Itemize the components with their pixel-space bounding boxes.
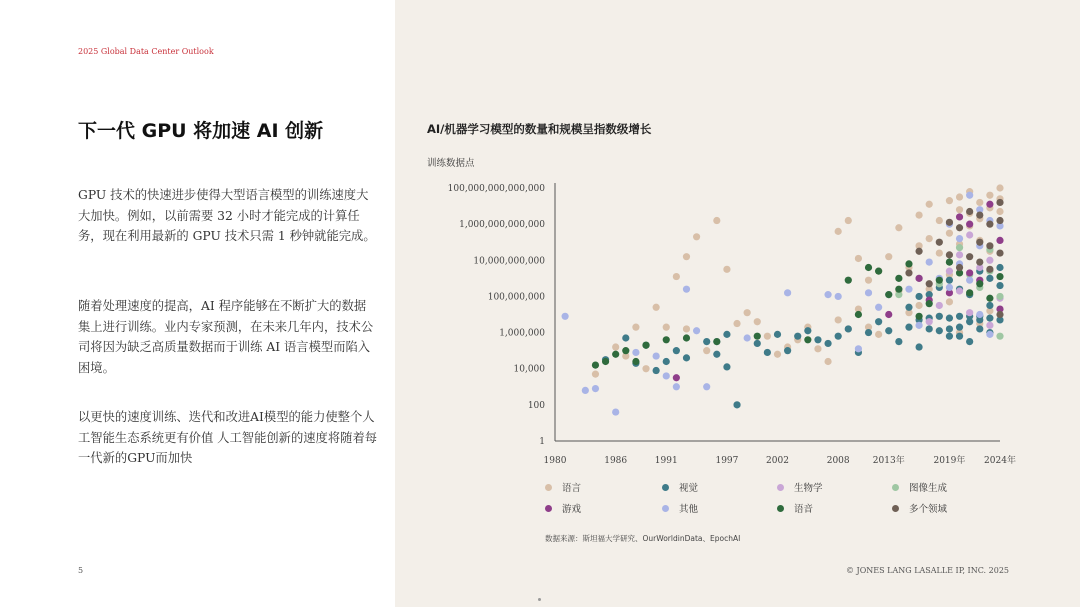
paragraph-2: 随着处理速度的提高，AI 程序能够在不断扩大的数据集上进行训练。业内专家预测，在未来几年内，技术公司将因为缺乏高质量数据而于训练 AI 语言模型而陷入困境。 [78, 299, 374, 375]
chart-title: AI/机器学习模型的数量和规模呈指数级增长 [427, 122, 652, 136]
data-point [956, 313, 963, 320]
data-point [946, 284, 953, 291]
data-point [956, 333, 963, 340]
data-point [855, 345, 862, 352]
data-point [996, 264, 1003, 271]
legend-marker [545, 484, 552, 491]
data-point [895, 338, 902, 345]
data-point [905, 304, 912, 311]
data-point [926, 201, 933, 208]
y-tick-label: 1,000,000 [499, 328, 545, 339]
data-point [946, 219, 953, 226]
legend-label: 多个领域 [909, 504, 948, 515]
data-point [683, 286, 690, 293]
legend-marker [777, 484, 784, 491]
data-point [683, 253, 690, 260]
data-point [673, 273, 680, 280]
data-point [986, 275, 993, 282]
data-point [845, 325, 852, 332]
data-point [612, 343, 619, 350]
data-point [936, 217, 943, 224]
data-point [845, 277, 852, 284]
data-point [693, 233, 700, 240]
legend-item [892, 480, 947, 494]
legend-marker [892, 484, 899, 491]
data-point [562, 313, 569, 320]
data-point [723, 266, 730, 273]
data-point [936, 277, 943, 284]
legend-marker [892, 505, 899, 512]
data-point [915, 293, 922, 300]
data-point [915, 248, 922, 255]
data-point [996, 217, 1003, 224]
data-point [905, 269, 912, 276]
data-point [865, 277, 872, 284]
data-point [804, 336, 811, 343]
data-point [996, 333, 1003, 340]
data-point [865, 329, 872, 336]
x-tick-label: 1991 [654, 456, 678, 466]
data-point [946, 298, 953, 305]
data-point [703, 347, 710, 354]
data-point [784, 347, 791, 354]
legend-label: 语音 [794, 504, 814, 515]
legend-item [545, 501, 581, 515]
data-point [936, 239, 943, 246]
data-point [612, 408, 619, 415]
legend-marker [777, 505, 784, 512]
data-point [915, 343, 922, 350]
legend-marker [662, 484, 669, 491]
data-point [996, 237, 1003, 244]
data-point [915, 275, 922, 282]
data-point [895, 286, 902, 293]
data-point [976, 239, 983, 246]
page-title: 下一代 GPU 将加速 AI 创新 [78, 120, 324, 142]
data-point [996, 282, 1003, 289]
data-point [683, 334, 690, 341]
data-point [592, 362, 599, 369]
legend-marker [662, 505, 669, 512]
data-point [956, 264, 963, 271]
data-point [885, 291, 892, 298]
data-point [895, 275, 902, 282]
data-point [986, 266, 993, 273]
data-point [632, 358, 639, 365]
data-point [744, 309, 751, 316]
x-tick-label: 2024年 [984, 456, 1016, 466]
data-point [794, 333, 801, 340]
data-point [926, 325, 933, 332]
legend-label: 语言 [562, 483, 582, 494]
data-point [986, 221, 993, 228]
legend-item [545, 480, 581, 494]
paragraph-3: 以更快的速度训练、迭代和改进AI模型的能力使整个人工智能生态系统更有价值 人工智能创新的速度将随着每一代新的GPU而加快 [78, 410, 378, 465]
data-point [814, 345, 821, 352]
data-point [946, 277, 953, 284]
data-point [713, 217, 720, 224]
x-tick-label: 2013年 [872, 456, 905, 466]
data-point [956, 244, 963, 251]
data-point [936, 327, 943, 334]
copyright: © JONES LANG LASALLE IP, INC. 2025 [846, 566, 1009, 575]
data-point [875, 331, 882, 338]
data-point [622, 334, 629, 341]
legend-label: 图像生成 [909, 483, 948, 494]
data-point [956, 287, 963, 294]
data-point [824, 358, 831, 365]
data-point [642, 365, 649, 372]
data-point [976, 311, 983, 318]
data-point [956, 193, 963, 200]
data-point [683, 354, 690, 361]
chart-source: 数据来源：斯坦福大学研究、OurWorldinData、EpochAI [545, 534, 741, 543]
data-point [754, 318, 761, 325]
data-point [946, 268, 953, 275]
data-point [754, 333, 761, 340]
data-point [996, 184, 1003, 191]
data-point [723, 363, 730, 370]
data-point [946, 230, 953, 237]
y-tick-label: 100,000,000 [487, 292, 545, 303]
data-point [845, 217, 852, 224]
data-point [915, 302, 922, 309]
data-point [824, 291, 831, 298]
data-point [875, 318, 882, 325]
data-point [956, 235, 963, 242]
data-point [723, 331, 730, 338]
data-point [835, 316, 842, 323]
data-point [966, 253, 973, 260]
data-point [622, 347, 629, 354]
data-point [905, 324, 912, 331]
x-tick-label: 2002 [766, 456, 789, 466]
data-point [865, 289, 872, 296]
legend-item [662, 480, 698, 494]
data-point [956, 213, 963, 220]
data-point [855, 255, 862, 262]
data-point [986, 242, 993, 249]
legend-label: 其他 [679, 504, 699, 515]
data-point [966, 208, 973, 215]
data-point [986, 201, 993, 208]
data-point [956, 251, 963, 258]
data-point [986, 295, 993, 302]
data-point [926, 318, 933, 325]
left-panel [0, 0, 395, 607]
data-point [966, 269, 973, 276]
y-tick-label: 10,000 [513, 364, 545, 375]
data-point [582, 387, 589, 394]
data-point [996, 293, 1003, 300]
data-point [966, 309, 973, 316]
data-point [865, 264, 872, 271]
data-point [915, 212, 922, 219]
data-point [996, 249, 1003, 256]
data-point [936, 249, 943, 256]
data-point [966, 338, 973, 345]
data-point [713, 351, 720, 358]
scatter-chart [395, 170, 1080, 480]
report-header: 2025 Global Data Center Outlook [78, 47, 214, 56]
data-point [835, 228, 842, 235]
data-point [915, 322, 922, 329]
data-point [632, 349, 639, 356]
data-point [663, 336, 670, 343]
data-point [986, 331, 993, 338]
x-tick-label: 1986 [604, 456, 628, 466]
legend-item [662, 501, 698, 515]
y-tick-label: 100 [527, 400, 545, 411]
legend-item [892, 501, 947, 515]
data-point [986, 192, 993, 199]
data-point [764, 333, 771, 340]
data-point [632, 324, 639, 331]
data-point [986, 322, 993, 329]
data-point [905, 260, 912, 267]
data-point [976, 258, 983, 265]
data-point [642, 342, 649, 349]
data-point [966, 231, 973, 238]
data-point [784, 289, 791, 296]
data-point [976, 212, 983, 219]
data-point [946, 251, 953, 258]
data-point [956, 324, 963, 331]
data-point [976, 280, 983, 287]
data-point [744, 334, 751, 341]
paragraph-1: GPU 技术的快速进步使得大型语言模型的训练速度大大加快。例如，以前需要 32 小时才能完成的计算任务，现在利用最新的 GPU 技术只需 1 秒钟就能完成。 [78, 188, 376, 243]
data-point [663, 358, 670, 365]
data-point [673, 347, 680, 354]
data-point [835, 293, 842, 300]
data-point [936, 313, 943, 320]
data-point [754, 340, 761, 347]
data-point [875, 268, 882, 275]
data-point [986, 315, 993, 322]
data-point [855, 311, 862, 318]
x-tick-label: 2019年 [933, 456, 966, 466]
legend-label: 视觉 [679, 483, 699, 494]
data-point [946, 258, 953, 265]
data-point [996, 273, 1003, 280]
data-point [683, 325, 690, 332]
data-point [936, 302, 943, 309]
data-point [653, 304, 660, 311]
legend-marker [545, 505, 552, 512]
data-point [966, 192, 973, 199]
data-point [996, 199, 1003, 206]
data-point [946, 325, 953, 332]
data-point [663, 324, 670, 331]
data-point [835, 333, 842, 340]
data-point [592, 371, 599, 378]
x-tick-label: 1980 [543, 456, 567, 466]
page-number: 5 [78, 566, 84, 575]
data-point [946, 197, 953, 204]
y-tick-label: 1 [539, 437, 545, 447]
data-point [895, 224, 902, 231]
data-point [804, 327, 811, 334]
data-point [976, 325, 983, 332]
data-point [592, 385, 599, 392]
legend-label: 游戏 [562, 504, 582, 515]
data-point [733, 320, 740, 327]
data-point [693, 327, 700, 334]
data-point [653, 352, 660, 359]
data-point [814, 336, 821, 343]
data-point [976, 199, 983, 206]
data-point [703, 383, 710, 390]
data-point [966, 221, 973, 228]
data-point [996, 311, 1003, 318]
data-point [966, 289, 973, 296]
data-point [915, 313, 922, 320]
data-point [926, 235, 933, 242]
y-tick-label: 1,000,000,000,000 [459, 220, 545, 231]
data-point [905, 286, 912, 293]
data-point [956, 206, 963, 213]
data-point [602, 358, 609, 365]
data-point [824, 340, 831, 347]
y-axis-label: 训练数据点 [427, 158, 475, 169]
data-point [703, 338, 710, 345]
legend-item [777, 480, 823, 494]
data-point [966, 277, 973, 284]
data-point [946, 333, 953, 340]
data-point [673, 374, 680, 381]
data-point [663, 372, 670, 379]
data-point [946, 315, 953, 322]
data-point [774, 351, 781, 358]
data-point [653, 367, 660, 374]
data-point [996, 208, 1003, 215]
data-point [875, 304, 882, 311]
data-point [885, 327, 892, 334]
data-point [612, 351, 619, 358]
legend-label: 生物学 [794, 483, 823, 494]
data-point [926, 300, 933, 307]
data-point [885, 311, 892, 318]
data-point [956, 224, 963, 231]
data-point [713, 338, 720, 345]
chart-legend [545, 480, 1015, 520]
data-point [764, 349, 771, 356]
legend-item [777, 501, 813, 515]
data-point [926, 258, 933, 265]
data-point [774, 331, 781, 338]
bottom-dot-marker [538, 598, 541, 601]
x-tick-label: 1997 [715, 456, 739, 466]
data-point [986, 257, 993, 264]
data-point [926, 280, 933, 287]
y-tick-label: 100,000,000,000,000 [447, 184, 545, 194]
data-point [733, 401, 740, 408]
x-tick-label: 2008 [826, 456, 850, 466]
data-point [673, 383, 680, 390]
data-point [986, 302, 993, 309]
data-point [885, 253, 892, 260]
y-tick-label: 10,000,000,000 [473, 256, 545, 267]
